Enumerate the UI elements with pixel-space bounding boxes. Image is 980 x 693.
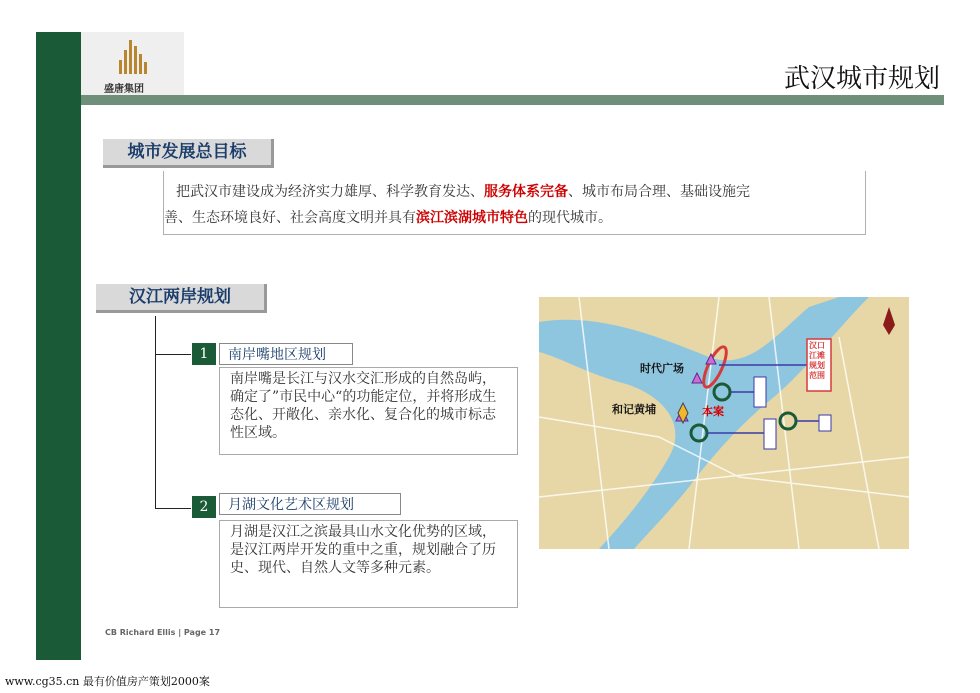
item-number-2: 2 xyxy=(192,496,216,518)
map-label-hankou-range: 汉口江滩规划范围 xyxy=(809,341,825,380)
goal-text-c: 善、生态环境良好、社会高度文明并具有 xyxy=(164,210,416,226)
page-title: 武汉城市规划 xyxy=(783,64,940,94)
item-title-2: 月湖文化艺术区规划 xyxy=(219,493,401,515)
tree-branch-1 xyxy=(155,354,191,355)
goal-text-box xyxy=(163,171,866,235)
map-graphic xyxy=(539,297,909,549)
item-number-1: 1 xyxy=(192,343,216,365)
section-hanjiang-title: 汉江两岸规划 xyxy=(96,284,267,313)
goal-highlight-riverside: 滨江滨湖城市特色 xyxy=(416,210,528,226)
item-body-1: 南岸嘴是长江与汉水交汇形成的自然岛屿，确定了”市民中心“的功能定位，并将形成生态化、开敞化、亲水化、复合化的城市标志性区域。 xyxy=(219,367,518,455)
item-body-2: 月湖是汉江之滨最具山水文化优势的区域，是汉江两岸开发的重中之重，规划融合了历史、现代、自然人文等多种元素。 xyxy=(219,520,518,608)
item-title-1: 南岸嘴地区规划 xyxy=(219,343,353,365)
tree-branch-2 xyxy=(155,508,191,509)
goal-text-d: 的现代城市。 xyxy=(528,210,612,226)
tree-connector xyxy=(155,316,156,508)
goal-text-a: 把武汉市建设成为经济实力雄厚、科学教育发达、 xyxy=(176,184,484,200)
map-label-benan: 本案 xyxy=(702,405,724,418)
logo-text: 盛唐集团 xyxy=(104,84,144,95)
goal-text-b: 、城市布局合理、基础设施完 xyxy=(568,184,750,200)
map-label-shidai: 时代广场 xyxy=(640,362,684,375)
section-goal-title: 城市发展总目标 xyxy=(103,139,274,168)
city-map xyxy=(539,297,909,549)
left-accent-bar xyxy=(36,32,81,660)
map-label-heji: 和记黄埔 xyxy=(612,403,656,416)
goal-highlight-service: 服务体系完备 xyxy=(484,184,568,200)
bottom-note: www.cg35.cn 最有价值房产策划2000案 xyxy=(5,675,210,688)
page-footer: CB Richard Ellis | Page 17 xyxy=(105,628,221,637)
header-divider xyxy=(81,95,944,105)
